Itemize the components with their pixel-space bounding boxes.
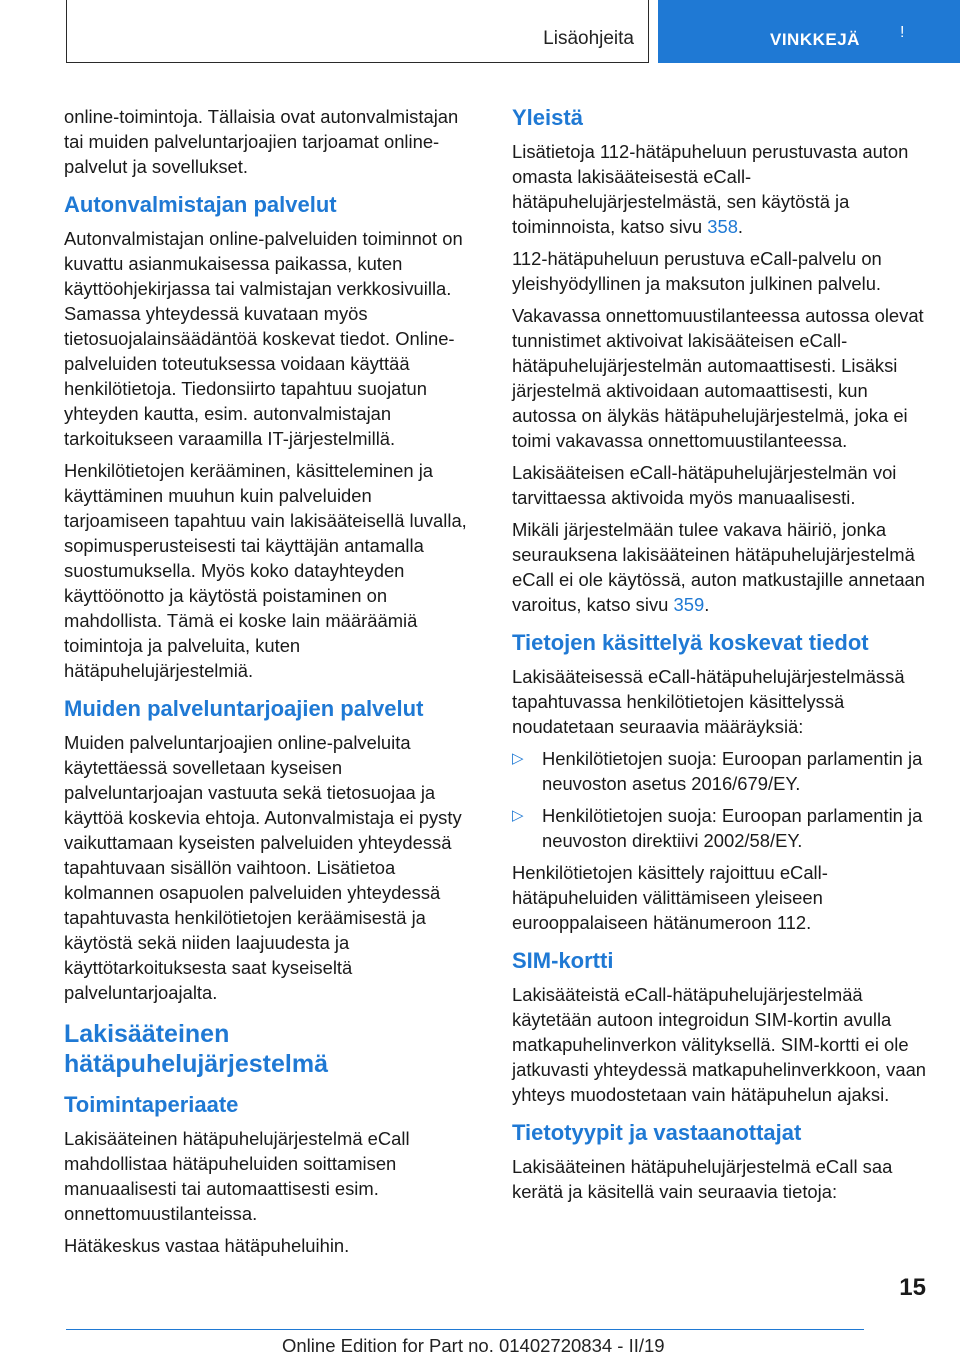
paragraph: Lakisääteisessä eCall-hätäpuhelujärjestelmässä tapahtuvassa henkilötietojen käsittelyssä noudatetaan seuraavia määräyksiä: [512, 666, 905, 737]
paragraph: Lakisääteinen hätäpuhelujärjestelmä eCall mahdollistaa hätäpuheluiden soittamisen manuaalisesti tai automaattisesti esim. onnettomuustilanteissa. [64, 1128, 410, 1224]
paragraph: Hätäkeskus vastaa hätäpuheluihin. [64, 1235, 350, 1256]
paragraph: Vakavassa onnettomuustilanteessa autossa olevat tunnistimet aktivoivat lakisääteisen eCall-hätäpuhelujärjestelmän automaattisesti. Lisäksi järjestelmä aktivoidaan automaattisesti, kun autossa on älykäs hätäpuhelujärjestelmä, joka ei toimi vakavassa onnettomuustilanteessa. [512, 305, 924, 451]
chapter-heading: Lakisääteinen hätäpuhelujärjestelmä [64, 1020, 328, 1078]
list-item-text: Henkilötietojen suoja: Euroopan parlamentin ja neuvoston direktiivi 2002/58/EY. [542, 805, 923, 851]
header-tab [658, 0, 960, 63]
header-section-title: Lisäohjeita [543, 28, 634, 49]
paragraph-end: . [704, 594, 710, 615]
page-link-358[interactable]: 358 [707, 216, 738, 237]
paragraph: Muiden palveluntarjoajien online-palveluita käytettäessä sovelletaan kyseisen palveluntarjoajan vastuuta sekä tietosuojaa ja käyttöä koskevia ehtoja. Autonvalmistaja ei pysty vaikuttamaan kyseisten palveluiden yhteydessä tapahtuvaan sisällön vaihtoon. Lisätietoa kolmannen osapuolen palveluiden yhteydessä tapahtuvasta henkilötietojen keräämisestä ja käytöstä sekä niiden laajuudesta ja käyttötarkoituksesta saat kyseiseltä palveluntarjoajalta. [64, 732, 462, 1003]
exclamation-icon: ! [900, 24, 905, 41]
paragraph: Henkilötietojen käsittely rajoittuu eCall-hätäpuheluiden välittämiseen yleiseen eurooppalaiseen hätänumeroon 112. [512, 862, 828, 933]
paragraph: Autonvalmistajan online-palveluiden toiminnot on kuvattu asianmukaisessa paikassa, kuten käyttöohjekirjassa tai valmistajan verkkosivuilla. Samassa yhteydessä kuvataan myös tietosuojalainsäädäntöä koskevat tiedot. Online-palveluiden toteutuksessa voidaan käyttää henkilötietoja. Tiedonsiirto tapahtuu suojatun yhteyden kautta, esim. autonvalmistajan tarkoitukseen varaamilla IT-järjestelmillä. [64, 228, 463, 449]
paragraph [512, 517, 932, 617]
section-heading: Autonvalmistajan palvelut [64, 192, 337, 217]
bullet-list [512, 746, 932, 853]
list-item [512, 746, 932, 796]
footer-edition: Online Edition for Part no. 01402720834 - II/19 [282, 1335, 665, 1356]
page-link-359[interactable]: 359 [673, 594, 705, 615]
list-item [512, 803, 932, 853]
header-tab-label: VINKKEJÄ [770, 30, 860, 49]
paragraph-text: Lisätietoja 112-hätäpuheluun perustuvasta auton omasta lakisääteisestä eCall-hätäpuhelujärjestelmästä, sen käytöstä ja toiminnoista, katso sivu [512, 141, 909, 237]
triangle-bullet-icon: ▷ [512, 807, 524, 824]
paragraph-end: . [737, 216, 744, 237]
left-column [64, 104, 479, 1265]
section-heading: Tietotyypit ja vastaanottajat [512, 1120, 802, 1145]
section-heading: Toimintaperiaate [64, 1092, 239, 1117]
paragraph: Lakisääteisen eCall-hätäpuhelujärjestelmän voi tarvittaessa aktivoida myös manuaalisesti. [512, 462, 897, 508]
paragraph: Henkilötietojen kerääminen, käsitteleminen ja käyttäminen muuhun kuin palveluiden tarjoamiseen tapahtuu vain lakisääteisellä luvalla, sopimusperusteisesti tai käyttäjän antamalla suostumuksella. Myös koko datayhteyden käyttöönotto ja käytöstä poistaminen on mahdollista. Tämä ei koske lain määräämiä toimintoja ja palveluita, kuten hätäpuhelujärjestelmiä. [64, 460, 467, 681]
section-heading: Muiden palveluntarjoajien palvelut [64, 696, 424, 721]
paragraph: 112-hätäpuheluun perustuva eCall-palvelu on yleishyödyllinen ja maksuton julkinen palvelu. [512, 248, 882, 294]
paragraph [512, 139, 932, 239]
section-heading: Tietojen käsittelyä koskevat tiedot [512, 630, 869, 655]
section-heading: SIM-kortti [512, 948, 614, 973]
paragraph: online-toimintoja. Tällaisia ovat autonvalmistajan tai muiden palveluntarjoajien tarjoamat online-palvelut ja sovellukset. [64, 106, 459, 177]
section-heading: Yleistä [512, 105, 583, 130]
paragraph-text: Mikäli järjestelmään tulee vakava häiriö, jonka seurauksena lakisääteinen hätäpuhelujärjestelmä eCall ei ole käytössä, auton matkustajille annetaan varoitus, katso sivu [512, 519, 926, 615]
page-number: 15 [899, 1274, 926, 1301]
footer-divider [66, 1329, 864, 1330]
triangle-bullet-icon: ▷ [512, 750, 524, 767]
right-column [512, 104, 932, 1211]
paragraph: Lakisääteinen hätäpuhelujärjestelmä eCall saa kerätä ja käsitellä vain seuraavia tietoja: [512, 1156, 893, 1202]
paragraph: Lakisääteistä eCall-hätäpuhelujärjestelmää käytetään autoon integroidun SIM-kortin avulla matkapuhelinverkon välityksellä. SIM-kortti ei ole jatkuvasti yhteydessä matkapuhelinverkkoon, vaan yhteys muodostetaan vain hätäpuhelun ajaksi. [512, 984, 927, 1105]
list-item-text: Henkilötietojen suoja: Euroopan parlamentin ja neuvoston asetus 2016/679/EY. [542, 748, 923, 794]
